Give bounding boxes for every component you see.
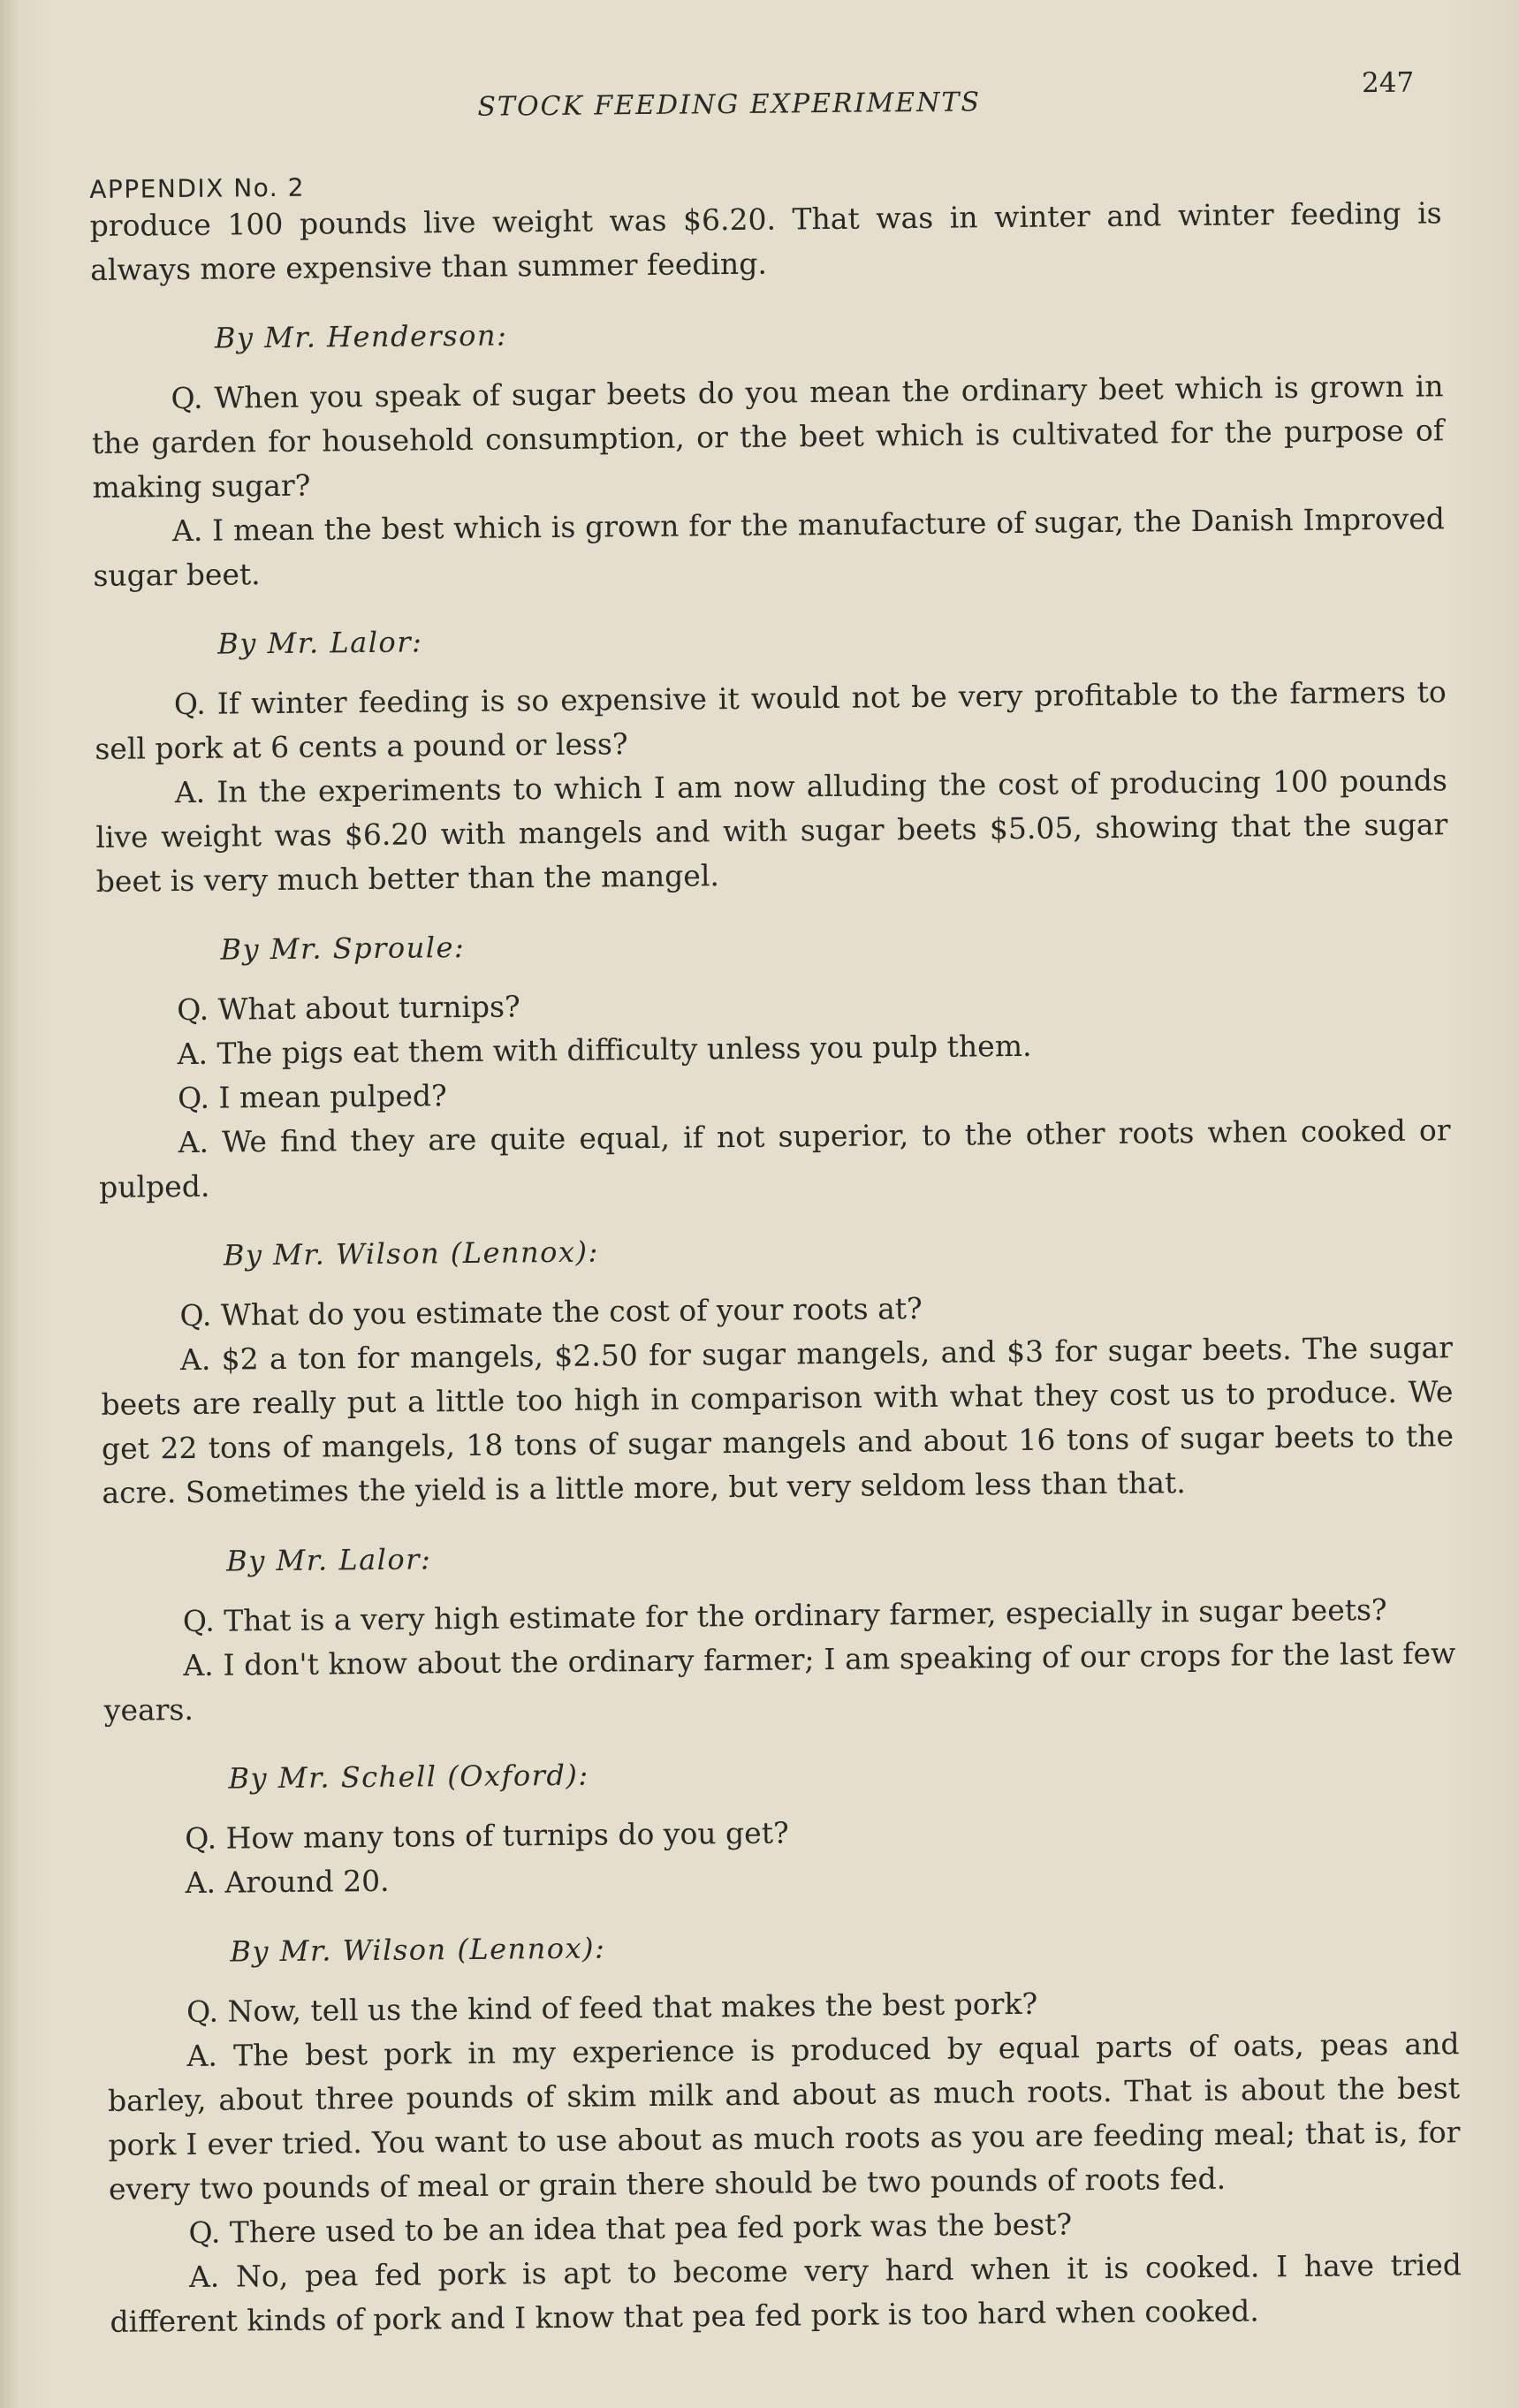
page-number: 247 (1361, 66, 1415, 100)
answer: A. I don't know about the ordinary farmer; I am speaking of our crops for the last few years. (103, 1636, 1456, 1728)
question: Q. What do you estimate the cost of your roots at? (179, 1291, 923, 1333)
question: Q. How many tons of turnips do you get? (185, 1815, 789, 1857)
section-sproule (96, 921, 1451, 1210)
speaker-heading: By Mr. Sproule: (220, 930, 466, 967)
answer: A. $2 a ton for mangels, $2.50 for sugar mangels, and $3 for sugar beets. The sugar beets are really put a little too high in comparison with what they cost us to produce. We get 22 tons of mangels, 18 tons of sugar mangels and about 16 tons of sugar beets to the acre. Sometimes the yield is a little more, but very seldom less than that. (101, 1330, 1454, 1510)
question: Q. If winter feeding is so expensive it would not be very profitable to the farmers to sell pork at 6 cents a pound or less? (95, 674, 1447, 766)
section-wilson-2 (106, 1923, 1462, 2344)
speaker-heading: By Mr. Lalor: (217, 625, 423, 661)
speaker-heading: By Mr. Lalor: (226, 1542, 432, 1578)
running-title: STOCK FEEDING EXPERIMENTS (477, 87, 982, 123)
section-wilson-1 (100, 1227, 1454, 1515)
answer: A. We find they are quite equal, if not superior, to the other roots when cooked or pulped. (98, 1113, 1451, 1204)
question: Q. Now, tell us the kind of feed that makes the best pork? (186, 1986, 1038, 2030)
section-lalor-2 (103, 1532, 1456, 1733)
speaker-heading: By Mr. Henderson: (214, 318, 508, 355)
question: Q. There used to be an idea that pea fed pork was the best? (188, 2207, 1073, 2251)
appendix-label: APPENDIX No. 2 (89, 172, 306, 204)
continuation-paragraph: produce 100 pounds live weight was $6.20. That was in winter and winter feeding is always more expensive than summer feeding. (89, 195, 1442, 287)
speaker-heading: By Mr. Wilson (Lennox): (223, 1234, 599, 1272)
question: Q. When you speak of sugar beets do you mean the ordinary beet which is grown in the garden for household consumption, or the beet which is cultivated for the purpose of making sugar? (91, 368, 1445, 505)
question: Q. I mean pulped? (177, 1078, 447, 1116)
answer: A. Around 20. (185, 1863, 390, 1901)
answer: A. I mean the best which is grown for the manufacture of sugar, the Danish Improved sugar beet. (93, 501, 1446, 593)
speaker-heading: By Mr. Wilson (Lennox): (230, 1931, 606, 1969)
page-content (88, 57, 1462, 2344)
section-lalor-1 (94, 615, 1448, 904)
answer: A. The best pork in my experience is produced by equal parts of oats, peas and barley, about three pounds of skim milk and about as much roots. That is about the best pork I ever tried. You want to use about as much roots as you are feeding meal; that is, for every two pounds of meal or grain there should be two pounds of roots fed. (107, 2026, 1461, 2207)
answer: A. The pigs eat them with difficulty unless you pulp them. (177, 1028, 1032, 1072)
section-schell (104, 1750, 1457, 1906)
speaker-heading: By Mr. Schell (Oxford): (228, 1758, 589, 1796)
section-henderson (91, 309, 1446, 598)
running-head (88, 57, 1441, 133)
question: Q. That is a very high estimate for the ordinary farmer, especially in sugar beets? (182, 1591, 1387, 1639)
answer: A. In the experiments to which I am now alluding the cost of producing 100 pounds live weight was $6.20 with mangels and with sugar beets $5.05, showing that the sugar beet is very much better than the mangel. (95, 763, 1448, 899)
question: Q. What about turnips? (177, 989, 520, 1028)
answer: A. No, pea fed pork is apt to become very hard when it is cooked. I have tried different kinds of pork and I know that pea fed pork is too hard when cooked. (110, 2247, 1462, 2339)
